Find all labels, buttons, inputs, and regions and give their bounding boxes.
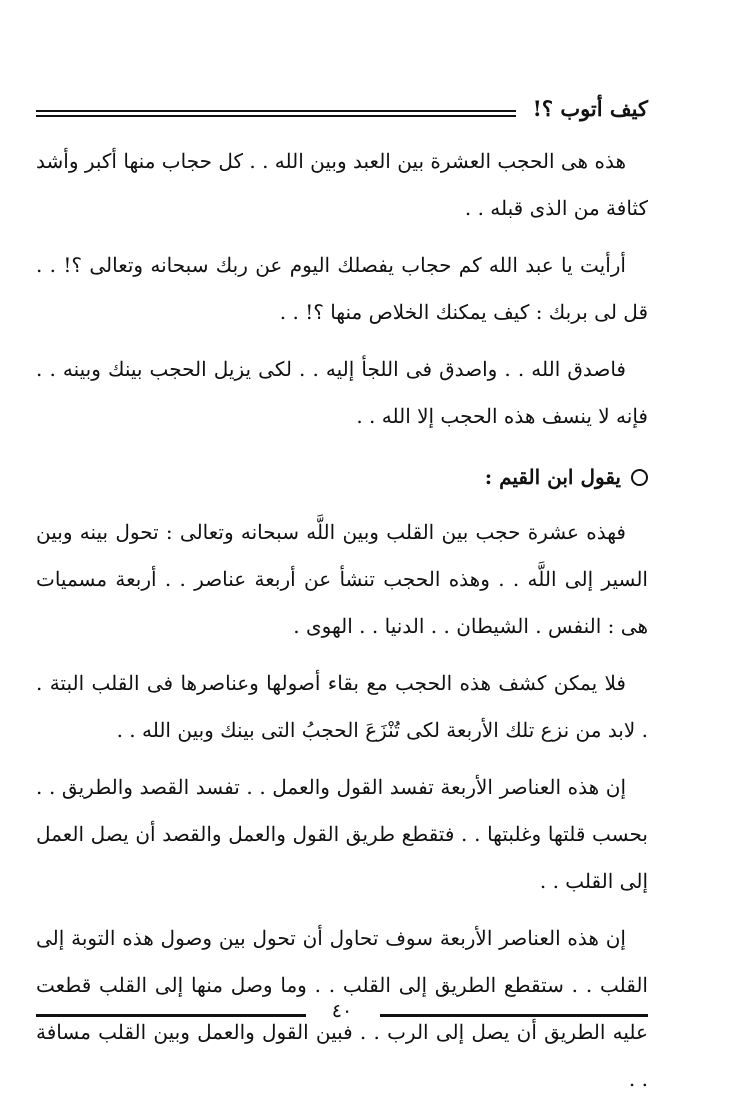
footer-rule-right xyxy=(380,1014,648,1017)
page-number: ٤٠ xyxy=(331,1000,353,1022)
page-body xyxy=(36,138,648,1113)
header-rule-bottom xyxy=(36,115,516,117)
circle-bullet-icon xyxy=(631,469,648,486)
page-footer xyxy=(36,1002,648,1032)
header-rule-top xyxy=(36,110,516,112)
section-heading-label: يقول ابن القيم : xyxy=(484,465,621,489)
paragraph: فلا يمكن كشف هذه الحجب مع بقاء أصولها وعناصرها فى القلب البتة . . لابد من نزع تلك الأربعة لكى تُنْزَعَ الحجبُ التى بينك وبين الله . . xyxy=(36,671,648,742)
page-header xyxy=(36,96,648,128)
paragraph: فهذه عشرة حجب بين القلب وبين اللَّه سبحانه وتعالى : تحول بينه وبين السير إلى اللَّه . . وهذه الحجب تنشأ عن أربعة عناصر . . أربعة مسميات هى : النفس . الشيطان . . الدنيا . . الهوى . xyxy=(36,520,648,638)
footer-rule-left xyxy=(36,1014,306,1017)
paragraph: أرأيت يا عبد الله كم حجاب يفصلك اليوم عن ربك سبحانه وتعالى ؟! . . قل لى بربك : كيف يمكنك الخلاص منها ؟! . . xyxy=(36,253,648,324)
section-heading xyxy=(36,454,648,501)
running-title: كيف أتوب ؟! xyxy=(532,96,648,121)
paragraph: فاصدق الله . . واصدق فى اللجأ إليه . . لكى يزيل الحجب بينك وبينه . . فإنه لا ينسف هذه الحجب إلا الله . . xyxy=(36,357,648,428)
paragraph: هذه هى الحجب العشرة بين العبد وبين الله . . كل حجاب منها أكبر وأشد كثافة من الذى قبله . . xyxy=(36,149,648,220)
paragraph: إن هذه العناصر الأربعة سوف تحاول أن تحول بين وصول هذه التوبة إلى القلب . . ستقطع الطريق إلى القلب . . وما وصل منها إلى القلب قطعت عليه الطريق أن يصل إلى الرب . . فبين القول والعمل وبين القلب مسافة . . xyxy=(36,926,648,1091)
paragraph: إن هذه العناصر الأربعة تفسد القول والعمل . . تفسد القصد والطريق . . بحسب قلتها وغلبتها . . فتقطع طريق القول والعمل والقصد أن يصل العمل إلى القلب . . xyxy=(36,775,648,893)
